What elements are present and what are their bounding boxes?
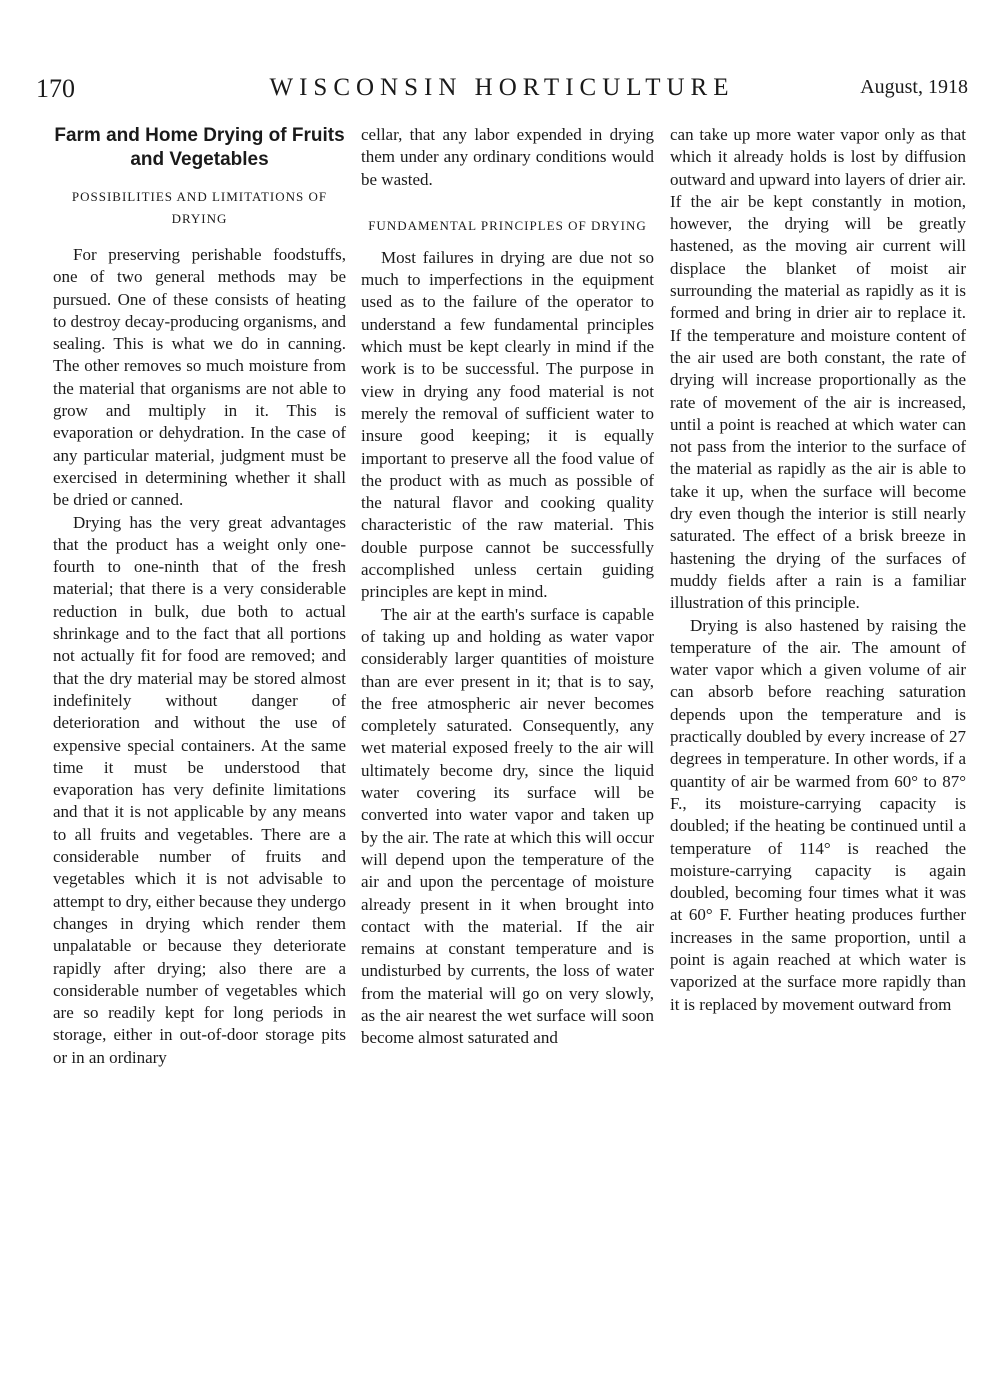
paragraph: For preserving perishable foodstuffs, one of two general methods may be pursued. One of these consists of heating to destroy decay-producing organisms, and sealing. This is what we do in canning. The other removes so much moisture from the material that organisms are not able to grow and multiply in it. This is evaporation or dehydration. In the case of any particular material, judgment must be exercised in determining whether it shall be dried or canned. xyxy=(53,245,346,510)
journal-title: WISCONSIN HORTICULTURE xyxy=(269,74,735,101)
section-heading-fundamental: FUNDAMENTAL PRINCIPLES OF DRYING xyxy=(368,217,647,233)
issue-date: August, 1918 xyxy=(860,76,968,98)
paragraph: Most failures in drying are due not so much to imperfections in the equipment used as to the failure of the operator to understand a few fundamental principles which must be kept clearly in mind if the work is to be successful. The purpose in view in drying any food material is not merely the removal of sufficient water to insure good keeping; it is equally important to preserve all the food value of the product with as much as possible of the natural flavor and cooking quality characteristic of the raw material. This double purpose cannot be successfully accomplished unless certain guiding principles are kept in mind. xyxy=(361,247,654,602)
column-1 xyxy=(53,124,346,1069)
column-3 xyxy=(670,124,966,1016)
section-heading-possibilities: POSSIBILITIES AND LIMITATIONS OF DRYING xyxy=(71,189,328,226)
page-header xyxy=(36,74,968,108)
paragraph-continued: can take up more water vapor only as that which it already holds is lost by diffusion outward and upward into layers of drier air. If the air be kept constantly in motion, however, the drying will be greatly hastened, as the moving air current will displace the blanket of moist air surrounding the material as rapidly as it is formed and bring in drier air to replace it. If the temperature and moisture content of the air used are both constant, the rate of drying will increase proportionally as the rate of movement of the air is increased, until a point is reached at which water can not pass from the interior to the surface of the material as rapidly as the air is able to take it up, when the surface will become dry even though the interior is still nearly saturated. The effect of a brisk breeze in hastening the drying of the surfaces of muddy fields after a rain is a familiar illustration of this principle. xyxy=(670,125,966,613)
paragraph: Drying is also hastened by raising the temperature of the air. The amount of water vapor which a given volume of air can absorb before reaching saturation depends upon the temperature and is practically doubled by every increase of 27 degrees in temperature. In other words, if a quantity of air be warmed from 60° to 87° F., its moisture-carrying capacity is doubled; if the heating be continued until a temperature of 114° is reached the moisture-carrying capacity is again doubled, becoming four times what it was at 60° F. Further heating produces further increases in the same proportion, until a point is again reached at which water is vaporized at the surface more rapidly than it is replaced by movement outward from xyxy=(670,615,966,1014)
paragraph-continued: cellar, that any labor expended in drying them under any ordinary conditions would be wasted. xyxy=(361,125,654,189)
paragraph: Drying has the very great advantages that the product has a weight only one-fourth to one-ninth that of the fresh material; that there is a very considerable reduction in bulk, due both to actual shrinkage and to the fact that all portions not actually fit for food are removed; and that the dry material may be stored almost indefinitely without danger of deterioration and without the use of expensive special containers. At the same time it must be understood that evaporation has very definite limitations and that it is not applicable by any means to all fruits and vegetables. There are a considerable number of fruits and vegetables which it is not advisable to attempt to dry, either because they undergo changes in drying which render them unpalatable or because they deteriorate rapidly after drying; also there are a considerable number of vegetables which are so readily kept for long periods in storage, either in out-of-door storage pits or in an ordinary xyxy=(53,512,346,1067)
paragraph: The air at the earth's surface is capable of taking up and holding as water vapor considerably larger quantities of moisture than are ever present in it; that is to say, the free atmospheric air never becomes completely saturated. Consequently, any wet material exposed freely to the air will ultimately become dry, since the liquid water covering its surface will be converted into water vapor and taken up by the air. The rate at which this will occur will depend upon the temperature of the air and upon the percentage of moisture already present in it when brought into contact with the material. If the air remains at constant temperature and is undisturbed by currents, the loss of water from the material will go on very slowly, as the air nearest the wet surface will soon become almost saturated and xyxy=(361,604,654,1048)
article-title: Farm and Home Drying of Fruits and Vegetables xyxy=(54,125,345,170)
column-2 xyxy=(361,124,654,1050)
page-number: 170 xyxy=(36,74,75,103)
